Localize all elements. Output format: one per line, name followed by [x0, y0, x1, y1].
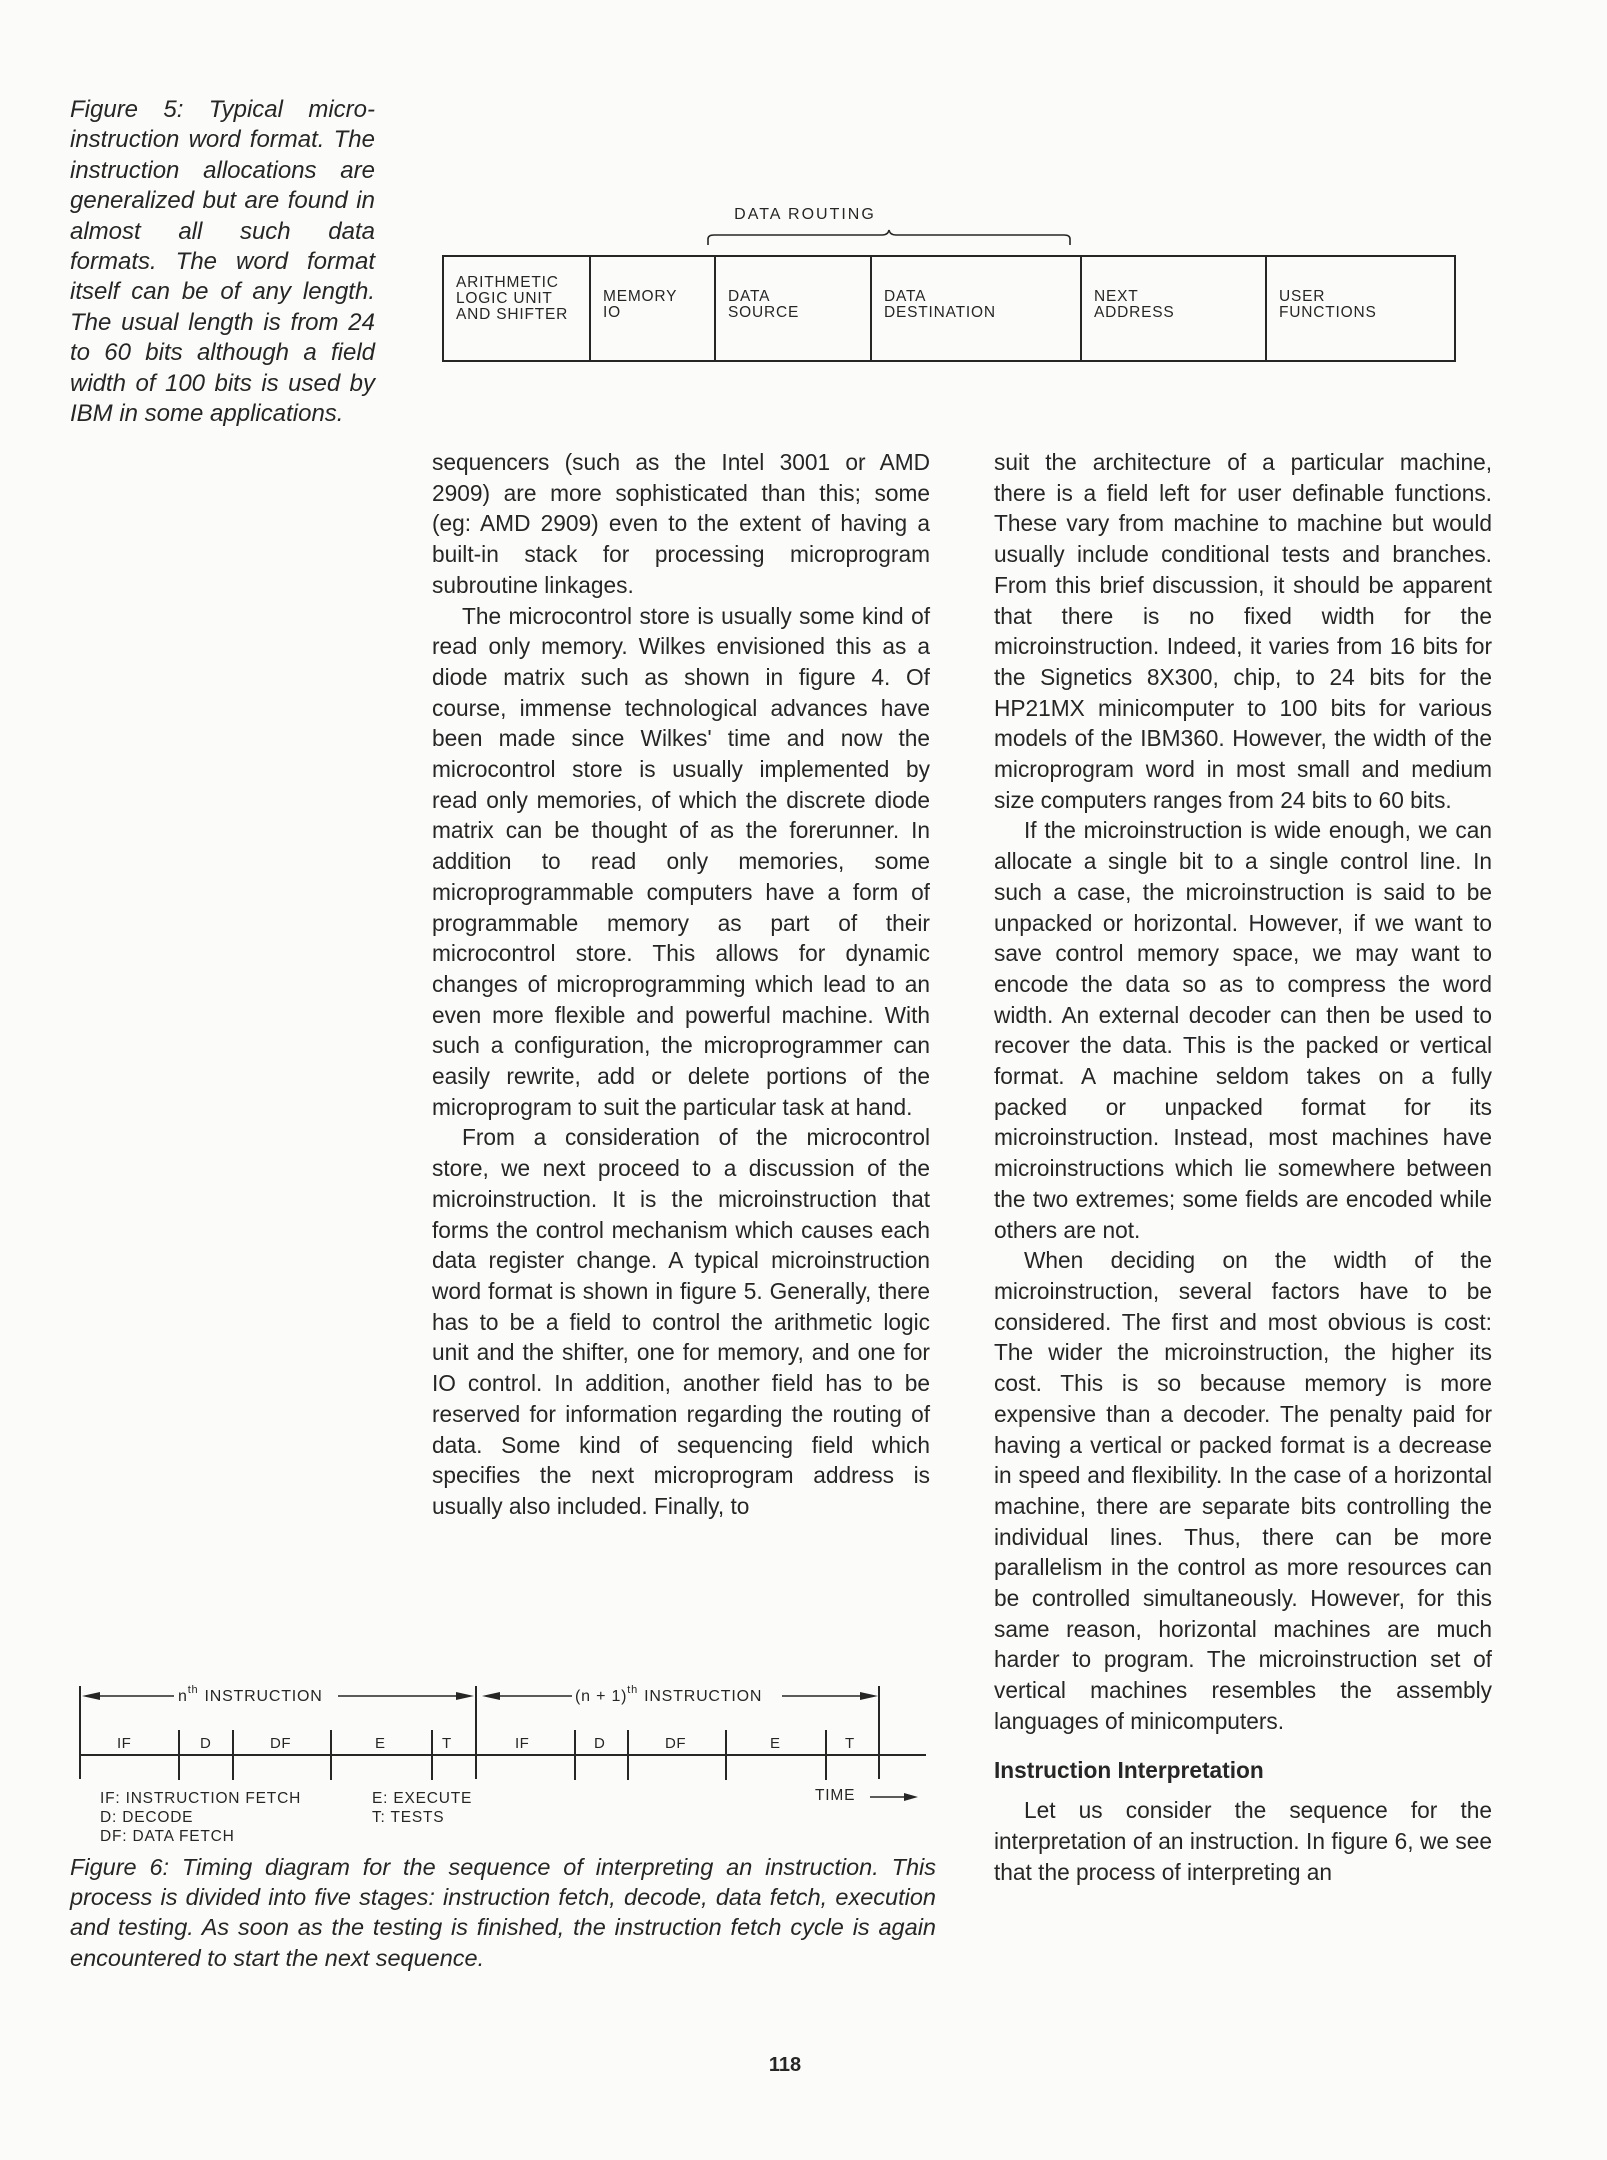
stage-label: D [594, 1735, 606, 1752]
svg-text:(n + 1)thINSTRUCTION [575, 1684, 762, 1705]
n1-label-suffix: INSTRUCTION [644, 1688, 763, 1705]
svg-text:nthINSTRUCTION [178, 1684, 323, 1705]
paragraph: suit the architecture of a particular machine, there is a field left for user definable functions. These vary from machine to machine but would usually include conditional tests and branches. From this brief discussion, it should be apparent that there is no fixed width for the microinstruction. Indeed, it varies from 16 bits for the Signetics 8X300, chip, to 24 bits for the HP21MX minicomputer to 100 bits for various models of the IBM360. However, the width of the microprogram word in most small and medium size computers ranges from 24 bits to 60 bits. [994, 449, 1492, 813]
n1-label-prefix: (n + 1) [575, 1688, 628, 1705]
nth-label-prefix: n [178, 1688, 188, 1705]
arrow-head-left-icon [482, 1692, 500, 1700]
field-memory-io: MEMORY IO [591, 257, 716, 360]
stage-label: D [200, 1735, 212, 1752]
section-heading: Instruction Interpretation [994, 1756, 1264, 1783]
nth-label-suffix: INSTRUCTION [204, 1688, 323, 1705]
page-number: 118 [768, 2054, 802, 2076]
arrow-head-right-icon [860, 1692, 878, 1700]
time-arrow-icon [870, 1790, 920, 1804]
timing-diagram [70, 1672, 930, 1787]
field-data-source: DATA SOURCE [716, 257, 872, 360]
stage-label: DF [665, 1735, 686, 1752]
field-alu-shifter: ARITHMETIC LOGIC UNIT AND SHIFTER [444, 257, 591, 360]
legend-right: E: EXECUTE T: TESTS [372, 1790, 473, 1826]
paragraph: Let us consider the sequence for the interpretation of an instruction. In figure 6, we see that the process of interpreting an [994, 1797, 1492, 1885]
paragraph: sequencers (such as the Intel 3001 or AMD 2909) are more sophisticated than this; some (eg: AMD 2909) even to the extent of having a built-in stack for processing microprogram subroutine linkages. [432, 449, 930, 598]
figure-6-caption: Figure 6: Timing diagram for the sequence of interpreting an instruction. This process is divided into five stages: instruction fetch, decode, data fetch, execution and testing. As soon as the testing is finished, the instruction fetch cycle is again encountered to start the next sequence. [70, 1854, 936, 1971]
data-routing-label: DATA ROUTING [734, 206, 876, 223]
arrow-head-left-icon [82, 1692, 100, 1700]
stage-label: E [375, 1735, 386, 1752]
field-data-destination: DATA DESTINATION [872, 257, 1082, 360]
field-user-functions: USER FUNCTIONS [1279, 288, 1377, 321]
field-next-address: NEXT ADDRESS [1082, 257, 1267, 360]
stage-label: DF [270, 1735, 291, 1752]
nth-label-sup: th [187, 1684, 199, 1696]
stage-label: IF [515, 1735, 530, 1752]
stage-label: T [845, 1735, 855, 1752]
microinstruction-word-format [442, 255, 1456, 362]
arrow-head-right-icon [456, 1692, 474, 1700]
n1-label-sup: th [627, 1684, 639, 1696]
time-label: TIME [815, 1787, 856, 1804]
stage-label: IF [117, 1735, 132, 1752]
legend-left: IF: INSTRUCTION FETCH D: DECODE DF: DATA FETCH [100, 1790, 302, 1845]
paragraph: From a consideration of the microcontrol store, we next proceed to a discussion of the microinstruction. It is the microinstruction that forms the control mechanism which causes each data register change. A typical microinstruction word format is shown in figure 5. Generally, there has to be a field to control the arithmetic logic unit and the shifter, one for memory, and one for IO control. In addition, another field has to be reserved for information regarding the routing of data. Some kind of sequencing field which specifies the next microprogram address is usually also included. Finally, to [432, 1124, 930, 1519]
data-routing-brace [706, 229, 1072, 247]
paragraph: If the microinstruction is wide enough, we can allocate a single bit to a single control line. In such a case, the microinstruction is said to be unpacked or horizontal. However, if we want to save control memory space, we may want to encode the data so as to compress the word width. An external decoder can then be used to recover the data. This is the packed or vertical format. A machine seldom takes on a fully packed or unpacked format for its microinstruction. Instead, most machines have microinstructions which lie somewhere between the two extremes; some fields are encoded while others are not. [994, 817, 1492, 1243]
stage-label: T [442, 1735, 452, 1752]
figure-5-caption: Figure 5: Typical micro-instruction word format. The instruction allocations are generalized but are found in almost all such data formats. The word format itself can be of any length. The usual length is from 24 to 60 bits although a field width of 100 bits is used by IBM in some applications. [70, 96, 375, 428]
paragraph: When deciding on the width of the microinstruction, several factors have to be considered. The first and most obvious is cost: The wider the microinstruction, the higher its cost. This is so because memory is more expensive than a decoder. The penalty paid for having a vertical or packed format is a decrease in speed and flexibility. In the case of a horizontal machine, there are separate bits controlling the individual lines. Thus, there can be more parallelism in the control as more resources can be controlled simultaneously. However, for this same reason, horizontal machines are much harder to program. The microinstruction set of vertical machines resembles the assembly languages of minicomputers. [994, 1247, 1492, 1734]
middle-column [432, 447, 930, 1522]
paragraph: The microcontrol store is usually some kind of read only memory. Wilkes envisioned this as a diode matrix such as shown in figure 4. Of course, immense technological advances have been made since Wilkes' time and now the microcontrol store is usually implemented by read only memories, of which the discrete diode matrix can be thought of as the forerunner. In addition to read only memories, some microprogrammable computers have a form of programmable memory as part of their microcontrol store. This allows for dynamic changes of microprogramming which lead to an even more flexible and powerful machine. With such a configuration, the microprogrammer can easily rewrite, add or delete portions of the microprogram to suit the particular task at hand. [432, 602, 930, 1120]
right-column [994, 447, 1492, 1887]
stage-label: E [770, 1735, 781, 1752]
